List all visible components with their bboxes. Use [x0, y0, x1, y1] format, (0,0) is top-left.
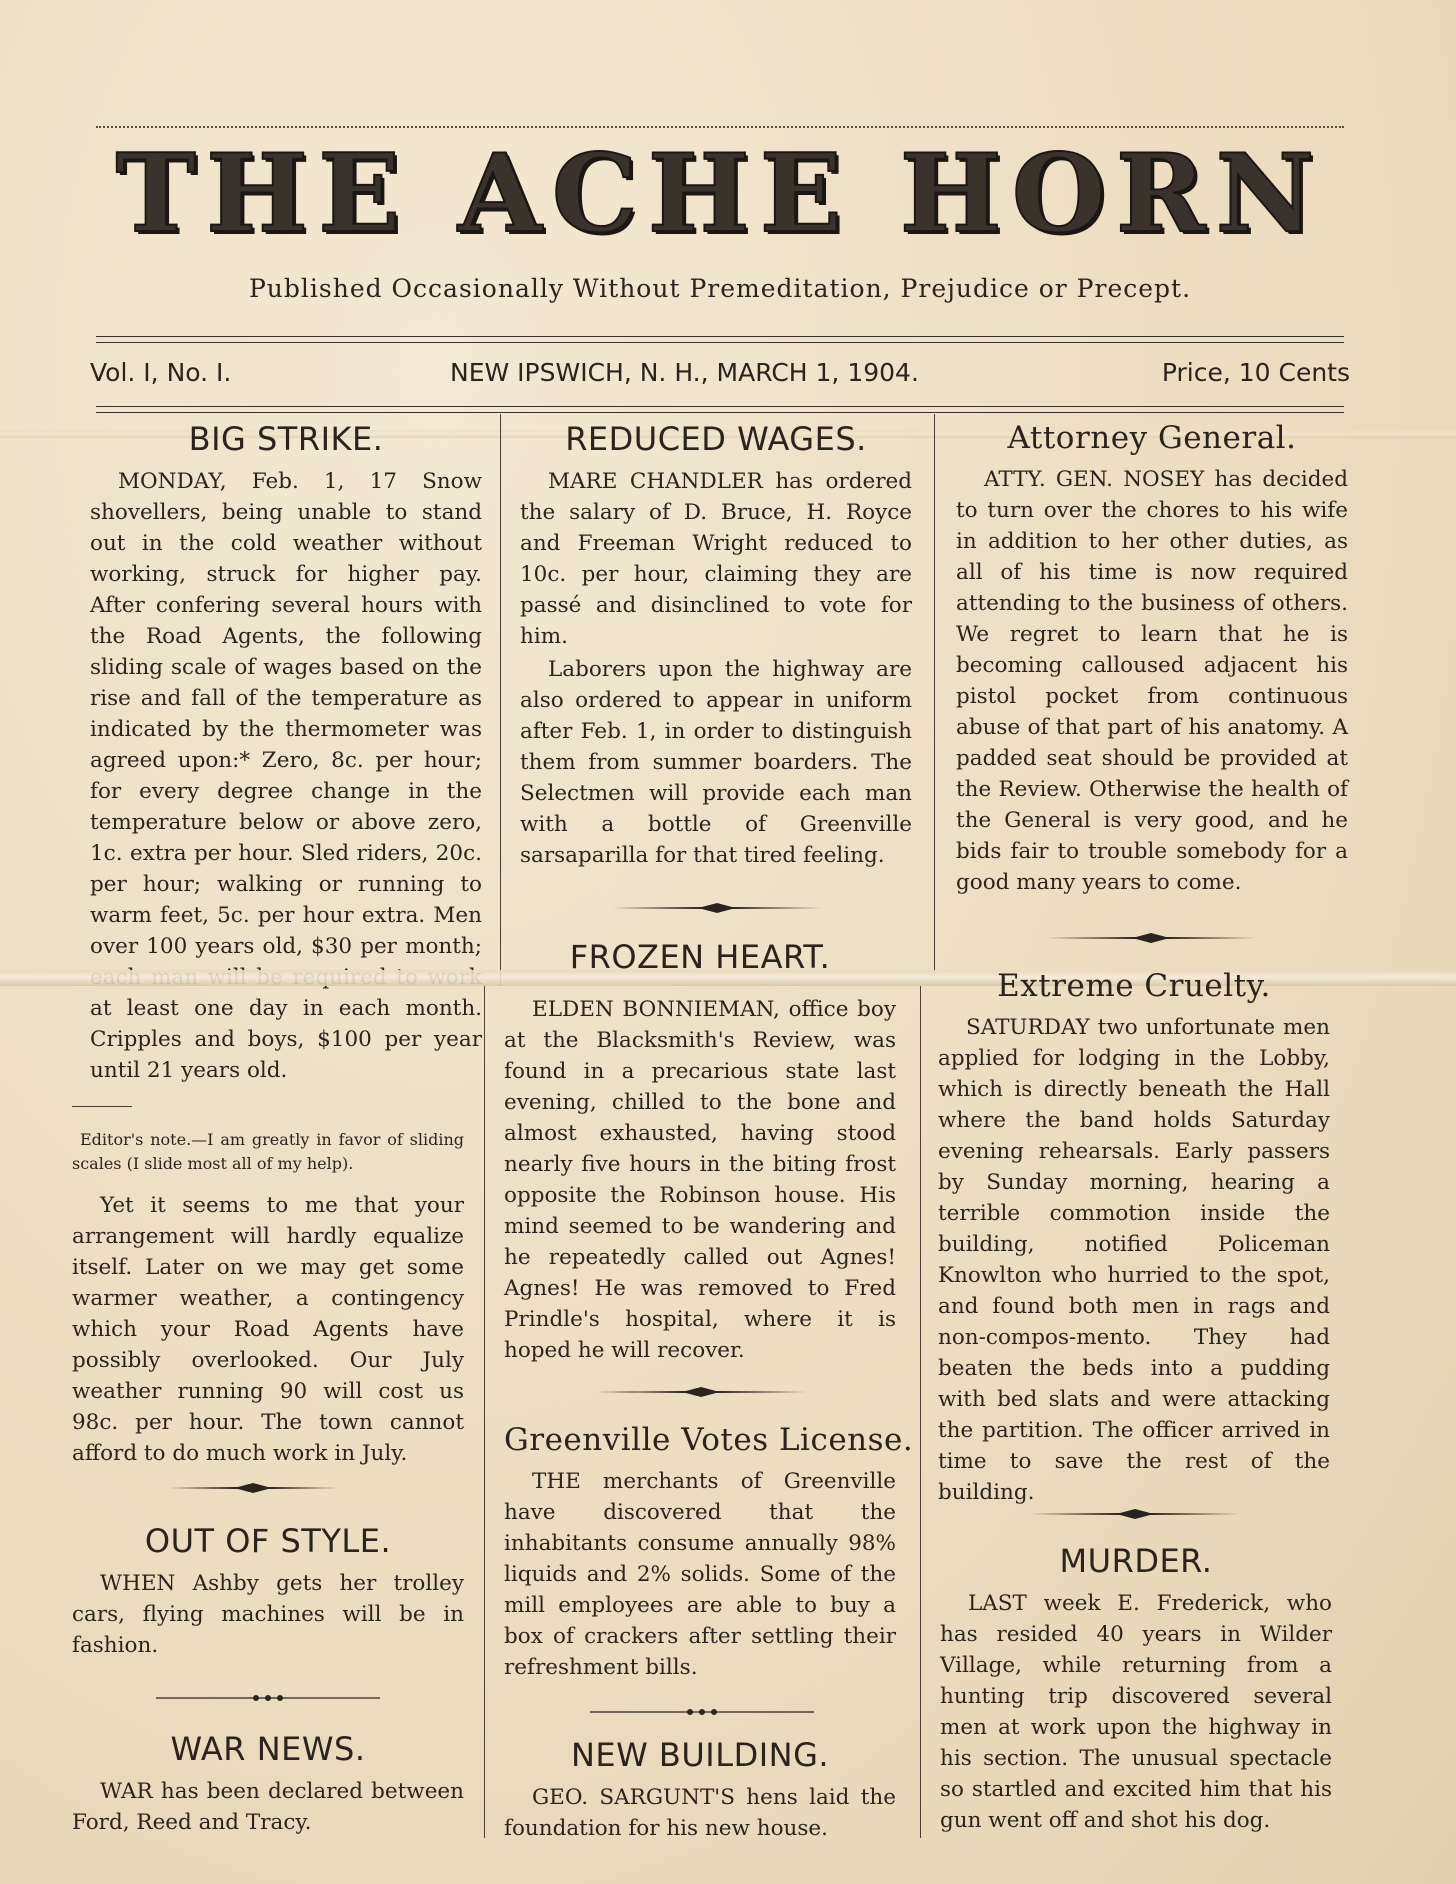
ornament-divider [1030, 1508, 1240, 1520]
article-attorney-general [956, 420, 1348, 898]
article-paragraph: WHEN Ashby gets her trolley cars, flying machines will be in fashion. [72, 1571, 464, 1658]
article-paragraph: ATTY. GEN. NOSEY has decided to turn over the chores to his wife in addition to her other duties, as all of his time is now required attending to the business of others. We regret to learn that he is becoming calloused adjacent his pistol pocket from continuous abuse of that part of his anatomy. A padded seat should be provided at the Review. Otherwise the health of the General is very good, and he bids fair to trouble somebody for a good many years to come. [956, 467, 1348, 895]
article-title: BIG STRIKE. [188, 420, 384, 458]
header-rule-top-1 [96, 336, 1344, 337]
header-rule-bottom-2 [96, 412, 1344, 413]
article-title: FROZEN HEART. [569, 938, 831, 976]
article-war-news [72, 1730, 464, 1838]
article-title: REDUCED WAGES. [565, 420, 867, 458]
ornament-divider [168, 1482, 338, 1494]
price: Price, 10 Cents [1161, 358, 1350, 387]
ornament-divider [156, 1692, 380, 1704]
article-paragraph: MARE CHANDLER has ordered the salary of D. Bruce, H. Royce and Freeman Wright reduced to 10c. per hour, claiming they are passé and disinclined to vote for him. [520, 469, 912, 649]
note-rule [72, 1106, 132, 1107]
article-paragraph: Yet it seems to me that your arrangement will hardly equalize itself. Later on we may get some warmer weather, a contingency which your Road Agents have possibly overlooked. Our July weather running 90 will cost us 98c. per hour. The town cannot afford to do much work in July. [72, 1193, 464, 1466]
article-title: Attorney General. [1007, 420, 1297, 456]
article-paragraph: THE merchants of Greenville have discovered that the inhabitants consume annually 98% liquids and 2% solids. Some of the mill employees are able to buy a box of crackers after settling their refreshment bills. [504, 1469, 896, 1680]
header-rule-top-2 [96, 342, 1344, 343]
editors-note: Editor's note.—I am greatly in favor of sliding scales (I slide most all of my help). [72, 1130, 464, 1173]
article-greenville-votes-license [504, 1422, 914, 1683]
column-divider [920, 986, 921, 1838]
header-rule-bottom-1 [96, 406, 1344, 407]
article-reduced-wages [520, 420, 912, 871]
ornament-divider [612, 902, 822, 914]
article-title: NEW BUILDING. [570, 1736, 830, 1774]
ornament-divider [590, 1706, 814, 1718]
column-divider [934, 414, 935, 974]
article-paragraph: SATURDAY two unfortunate men applied for lodging in the Lobby, which is directly beneath the Hall where the band holds Saturday evening rehearsals. Early passers by Sunday morning, hearing a terrible commotion inside the building, notified Policeman Knowlton who hurried to the spot, and found both men in rags and non-compos-mento. They had beaten the beds into a pudding with bed slats and were attacking the partition. The officer arrived in time to save the rest of the building. [938, 1015, 1330, 1505]
masthead-title: THE ACHE HORN [115, 131, 1325, 257]
column-divider [484, 986, 485, 1838]
article-title: MURDER. [1059, 1542, 1213, 1580]
article-title: OUT OF STYLE. [144, 1522, 392, 1560]
article-title: WAR NEWS. [170, 1730, 366, 1768]
article-title: Extreme Cruelty. [997, 968, 1271, 1004]
article-out-of-style [72, 1522, 464, 1661]
ornament-divider [1046, 932, 1256, 944]
tagline: Published Occasionally Without Premeditation, Prejudice or Precept. [248, 274, 1192, 303]
article-paragraph: GEO. SARGUNT'S hens laid the foundation for his new house. [504, 1785, 896, 1841]
article-paragraph: MONDAY, Feb. 1, 17 Snow shovellers, being unable to stand out in the cold weather without working, struck for higher pay. After confering several hours with the Road Agents, the following sliding scale of wages based on the rise and fall of the temperature as indicated by the thermometer was agreed upon:* Zero, 8c. per hour; for every degree change in the temperature below or above zero, 1c. extra per hour. Sled riders, 20c. per hour; walking or running to warm feet, 5c. per hour extra. Men over 100 years old, $30 per month; at least one day in each month. Cripples and boys, $100 per year until 21 years old. [90, 469, 482, 1083]
column-divider [500, 414, 501, 986]
article-paragraph: LAST week E. Frederick, who has resided 40 years in Wilder Village, while returning from a hunting trip discovered several men at work upon the highway in his section. The unusual spectacle so startled and excited him that his gun went off and shot his dog. [940, 1591, 1332, 1833]
article-paragraph: ELDEN BONNIEMAN, office boy at the Blacksmith's Review, was found in a precarious state last evening, chilled to the bone and almost exhausted, having stood nearly five hours in the biting frost opposite the Robinson house. His mind seemed to be wandering and he repeatedly called out Agnes! Agnes! He was removed to Fred Prindle's hospital, where it is hoped he will recover. [504, 997, 896, 1363]
article-paragraph: Laborers upon the highway are also ordered to appear in uniform after Feb. 1, in order to distinguish them from summer boarders. The Selectmen will provide each man with a bottle of Greenville sarsaparilla for that tired feeling. [520, 657, 912, 868]
ornament-divider [596, 1386, 806, 1398]
article-frozen-heart [504, 938, 896, 1366]
top-dotted-rule [96, 126, 1344, 128]
article-murder [940, 1542, 1332, 1836]
article-extreme-cruelty [938, 968, 1330, 1508]
article-big-strike-continued [72, 1092, 464, 1469]
article-title: Greenville Votes License. [504, 1422, 914, 1458]
article-big-strike [90, 420, 482, 1086]
volume-number: Vol. I, No. I. [90, 358, 232, 387]
place-date: NEW IPSWICH, N. H., MARCH 1, 1904. [450, 358, 919, 387]
article-new-building [504, 1736, 896, 1844]
dateline [90, 358, 1350, 392]
article-paragraph: WAR has been declared between Ford, Reed and Tracy. [72, 1779, 464, 1835]
